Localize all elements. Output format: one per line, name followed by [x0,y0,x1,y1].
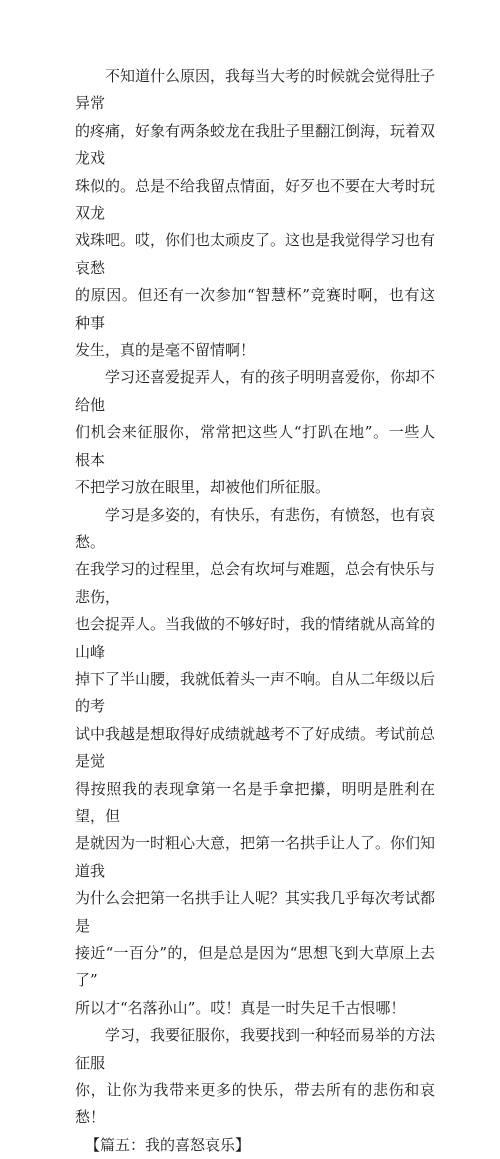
section-heading: 【篇五：我的喜怒哀乐】 [85,1135,251,1154]
paragraph-4: 学习，我要征服你，我要找到一种轻而易举的方法征服 你，让你为我带来更多的快乐，带去所有的悲伤和哀愁！ [75,1026,436,1127]
document-body [75,63,435,1159]
paragraph-1: 不知道什么原因，我每当大考的时候就会觉得肚子异常 的疼痛，好象有两条蛟龙在我肚子里翻江倒海，玩着双龙戏 珠似的。总是不给我留点情面，好歹也不要在大考时玩双龙 戏珠吧。哎，你们也太顽皮了。这也是我觉得学习也有哀愁 的原因。但还有一次参加“智慧杯”竞赛时啊，也有这种事 发生，真的是毫不留情啊！ [75,67,436,360]
paragraph-2: 学习还喜爱捉弄人，有的孩子明明喜爱你，你却不给他 们机会来征服你，常常把这些人“打趴在地”。一些人根本 不把学习放在眼里，却被他们所征服。 [75,368,436,497]
paragraph-3: 学习是多姿的，有快乐，有悲伤，有愤怒，也有哀愁。 在我学习的过程里，总会有坎坷与难题，总会有快乐与悲伤， 也会捉弄人。当我做的不够好时，我的情绪就从高耸的山峰 掉下了半山腰，我就低着头一声不响。自从二年级以后的考 试中我越是想取得好成绩就越考不了好成绩。考试前总是觉 得按照我的表现拿第一名是手拿把攥，明明是胜利在望，但 是就因为一时粗心大意，把第一名拱手让人了。你们知道我 为什么会把第一名拱手让人呢？其实我几乎每次考试都是 接近“一百分”的，但是总是因为“思想飞到大草原上去了” 所以才“名落孙山”。哎！真是一时失足千古恨哪！ [75,505,436,1017]
